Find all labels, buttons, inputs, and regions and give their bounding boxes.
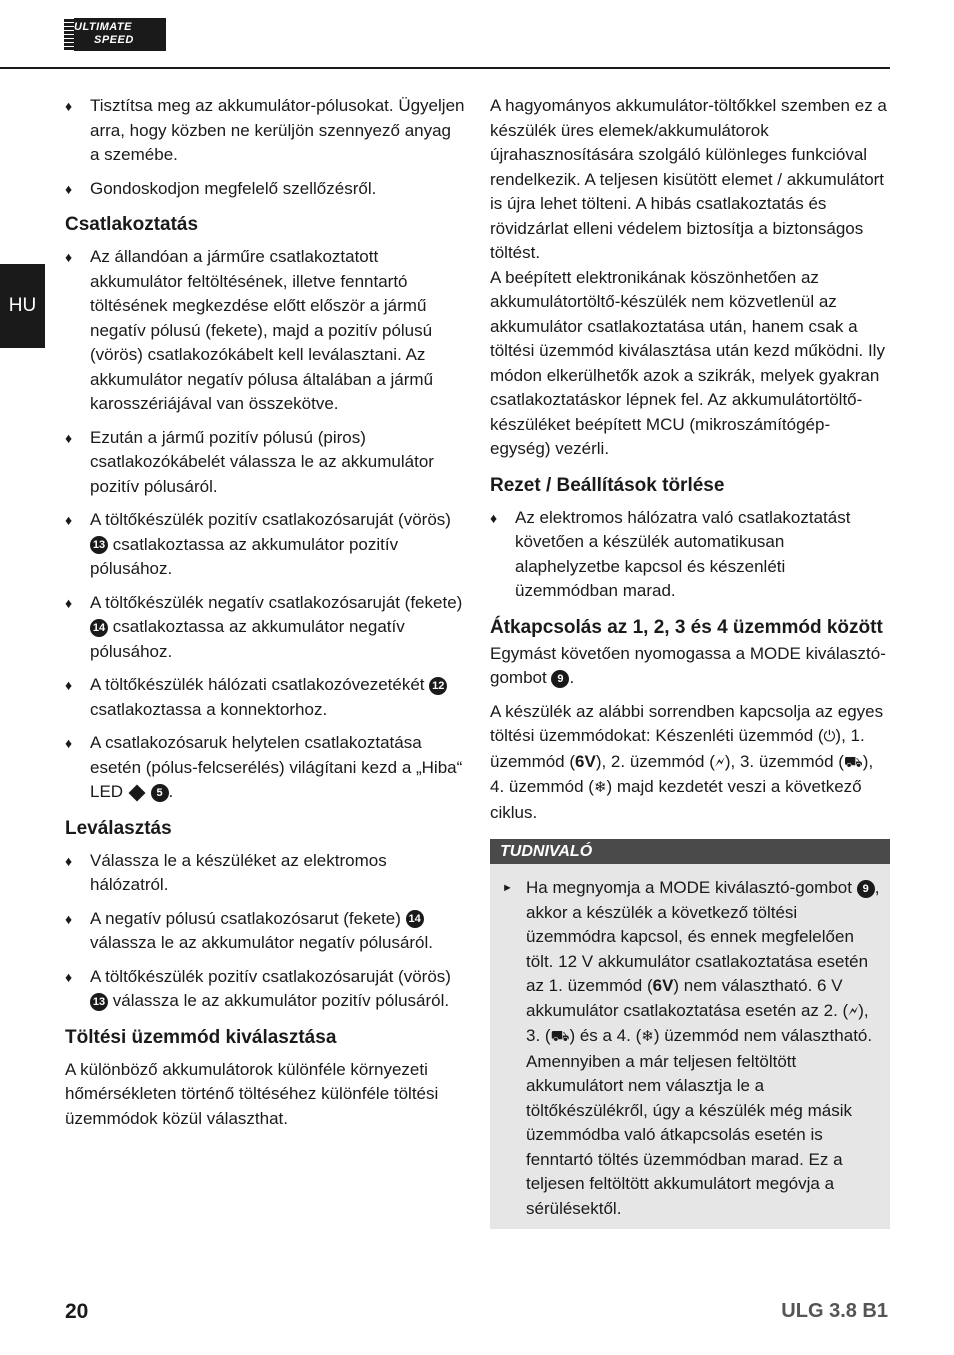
ref-number: 9 — [857, 880, 875, 898]
heading-mode-select: Töltési üzemmód kiválasztása — [65, 1026, 337, 1048]
list-item: ♦ Ezután a jármű pozitív pólusú (piros) csatlakozókábelét válassza le az akkumulátor pozitív pólusáról. — [65, 426, 465, 500]
logo-stripes — [64, 18, 74, 51]
ref-number: 13 — [90, 536, 108, 554]
ref-number: 14 — [90, 619, 108, 637]
snowflake-icon: ❄ — [593, 779, 607, 796]
list-item: ♦ Gondoskodjon megfelelő szellőzésről. — [65, 177, 465, 202]
list-item: ♦ Tisztítsa meg az akkumulátor-pólusokat. Ügyeljen arra, hogy közben ne kerüljön szennyező anyag a szemébe. — [65, 94, 465, 168]
heading-switch-modes: Átkapcsolás az 1, 2, 3 és 4 üzemmód között — [490, 616, 883, 638]
right-column — [490, 94, 890, 1229]
list-item: ♦ A töltőkészülék hálózati csatlakozóvezetékét 12 csatlakoztassa a konnektorhoz. — [65, 673, 465, 722]
motorbike-battery-icon: 🗲 — [714, 753, 725, 771]
language-tab: HU — [0, 264, 45, 348]
car-icon: ⛟ — [843, 753, 863, 771]
heading-reset: Rezet / Beállítások törlése — [490, 474, 725, 496]
ref-number: 5 — [151, 784, 169, 802]
brand-logo — [64, 18, 166, 51]
paragraph: A beépített elektronikának köszönhetően az akkumulátortöltő-készülék nem közvetlenül az akkumulátor csatlakoztatása után, hanem csak a töltési üzemmód kiválasztása után kezd működni. Ily módon elkerülhetők azok a szikrák, melyek gyakran csatlakoztatáskor lépnek fel. Az akkumulátortöltő-készüléket beépített MCU (mikroszámítógép-egység) vezérli. — [490, 267, 885, 458]
list-item: ♦ Válassza le a készüléket az elektromos hálózatról. — [65, 849, 465, 898]
note-title: TUDNIVALÓ — [490, 839, 890, 864]
list-item: ♦ Az elektromos hálózatra való csatlakoztatást követően a készülék automatikusan alaphelyzetbe kapcsol és készenléti üzemmódban marad. — [490, 506, 890, 604]
ref-number: 9 — [551, 670, 569, 688]
note-box — [490, 839, 890, 1229]
paragraph: A készülék az alábbi sorrendben kapcsolja az egyes töltési üzemmódokat: Készenléti üzemmód (⏻), 1. üzemmód (6V), 2. üzemmód (🗲), 3. üzemmód (⛟), 4. üzemmód (❄) majd kezdetét veszi a következő ciklus. — [490, 701, 884, 822]
motorbike-battery-icon: 🗲 — [848, 1002, 859, 1020]
list-item: ♦ Az állandóan a járműre csatlakoztatott akkumulátor feltöltésének, illetve fenntartó töltésének megkezdése előtt először a jármű negatív pólusú (fekete), majd a pozitív pólusú (vörös) csatlakozókábelt kell leválasztani. Az akkumulátor negatív pólusa általában a jármű karosszériájával van összekötve. — [65, 245, 465, 417]
heading-disconnect: Leválasztás — [65, 817, 172, 839]
list-item: ♦ A negatív pólusú csatlakozósarut (fekete) 14 válassza le az akkumulátor negatív pólusáról. — [65, 907, 465, 956]
error-led-icon — [128, 784, 145, 801]
ref-number: 12 — [429, 677, 447, 695]
list-item: ♦ A töltőkészülék negatív csatlakozósaruját (fekete) 14 csatlakoztassa az akkumulátor negatív pólusához. — [65, 591, 465, 665]
logo-text-1: ULTIMATE — [74, 21, 132, 33]
ref-number: 14 — [406, 910, 424, 928]
list-item: ♦ A csatlakozósaruk helytelen csatlakoztatása esetén (pólus-felcserélés) világítani kezd a „Hiba“ LED 5 . — [65, 731, 465, 805]
left-column — [65, 94, 465, 1140]
model-name: ULG 3.8 B1 — [781, 1300, 888, 1322]
note-body: ► Ha megnyomja a MODE kiválasztó-gombot 9 , akkor a készülék a következő töltési üzemmódra kapcsol, és ennek megfelelően tölt. 12 V akkumulátor csatlakoztatása esetén az 1. üzemmód (6V) nem választható. 6 V akkumulátor csatlakoztatása esetén az 2. (🗲), 3. (⛟) és a 4. (❄) üzemmód nem választható. Amennyiben a már teljesen feltöltött akkumulátort nem választja le a töltőkészülékről, úgy a készülék még másik üzemmódba való átkapcsolás esetén is fenntartó töltés üzemmódban marad. Ez a teljesen feltöltött akkumulátort megóvja a sérülésektől. — [502, 878, 880, 1218]
ref-number: 13 — [90, 993, 108, 1011]
list-item: ♦ A töltőkészülék pozitív csatlakozósaruját (vörös) 13 válassza le az akkumulátor pozitív pólusáról. — [65, 965, 465, 1014]
paragraph: A különböző akkumulátorok különféle környezeti hőmérsékleten történő töltéséhez különféle töltési üzemmódok közül választhat. — [65, 1059, 439, 1128]
header-rule — [0, 67, 890, 69]
list-item: ♦ A töltőkészülék pozitív csatlakozósaruját (vörös) 13 csatlakoztassa az akkumulátor pozitív pólusához. — [65, 508, 465, 582]
heading-connect: Csatlakoztatás — [65, 214, 199, 235]
arrow-icon: ► — [502, 882, 513, 894]
paragraph: A hagyományos akkumulátor-töltőkkel szemben ez a készülék üres elemek/akkumulátorok újrahasznosítására szolgáló különleges funkcióval rendelkezik. A teljesen kisütött elemet / akkumulátort is újra lehet tölteni. A hibás csatlakoztatás és rövidzárlat elleni védelem biztosítja a biztonságos töltést. — [490, 96, 887, 262]
power-icon: ⏻ — [823, 728, 836, 745]
car-icon: ⛟ — [550, 1028, 570, 1045]
page-number: 20 — [65, 1300, 89, 1323]
snowflake-icon: ❄ — [641, 1028, 654, 1045]
paragraph: Egymást követően nyomogassa a MODE kiválasztó-gombot 9 . — [490, 643, 886, 687]
logo-text-2: SPEED — [94, 34, 134, 46]
